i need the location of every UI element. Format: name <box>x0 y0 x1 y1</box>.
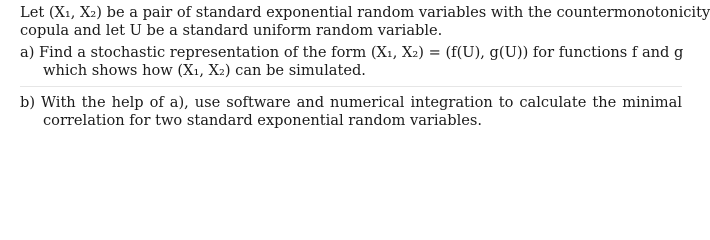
part-a-line-1 <box>20 44 684 61</box>
intro-line-1: Let (X₁, X₂) be a pair of standard exponential random variables with the countermonotonicity <box>20 4 710 21</box>
part-b-line-1 <box>20 94 682 111</box>
part-a-line-2: which shows how (X₁, X₂) can be simulated. <box>43 62 366 79</box>
part-b-line-2: correlation for two standard exponential random variables. <box>43 112 483 129</box>
section-divider <box>20 86 682 87</box>
part-a-label: a) <box>20 44 35 61</box>
intro-line-2: copula and let U be a standard uniform random variable. <box>20 22 443 39</box>
part-b-text-1: With the help of a), use software and numerical integration to calculate the minimal <box>41 94 682 111</box>
part-b-label: b) <box>20 94 36 111</box>
part-a-text-1: Find a stochastic representation of the form (X₁, X₂) = (f(U), g(U)) for functions f and g <box>39 44 684 61</box>
